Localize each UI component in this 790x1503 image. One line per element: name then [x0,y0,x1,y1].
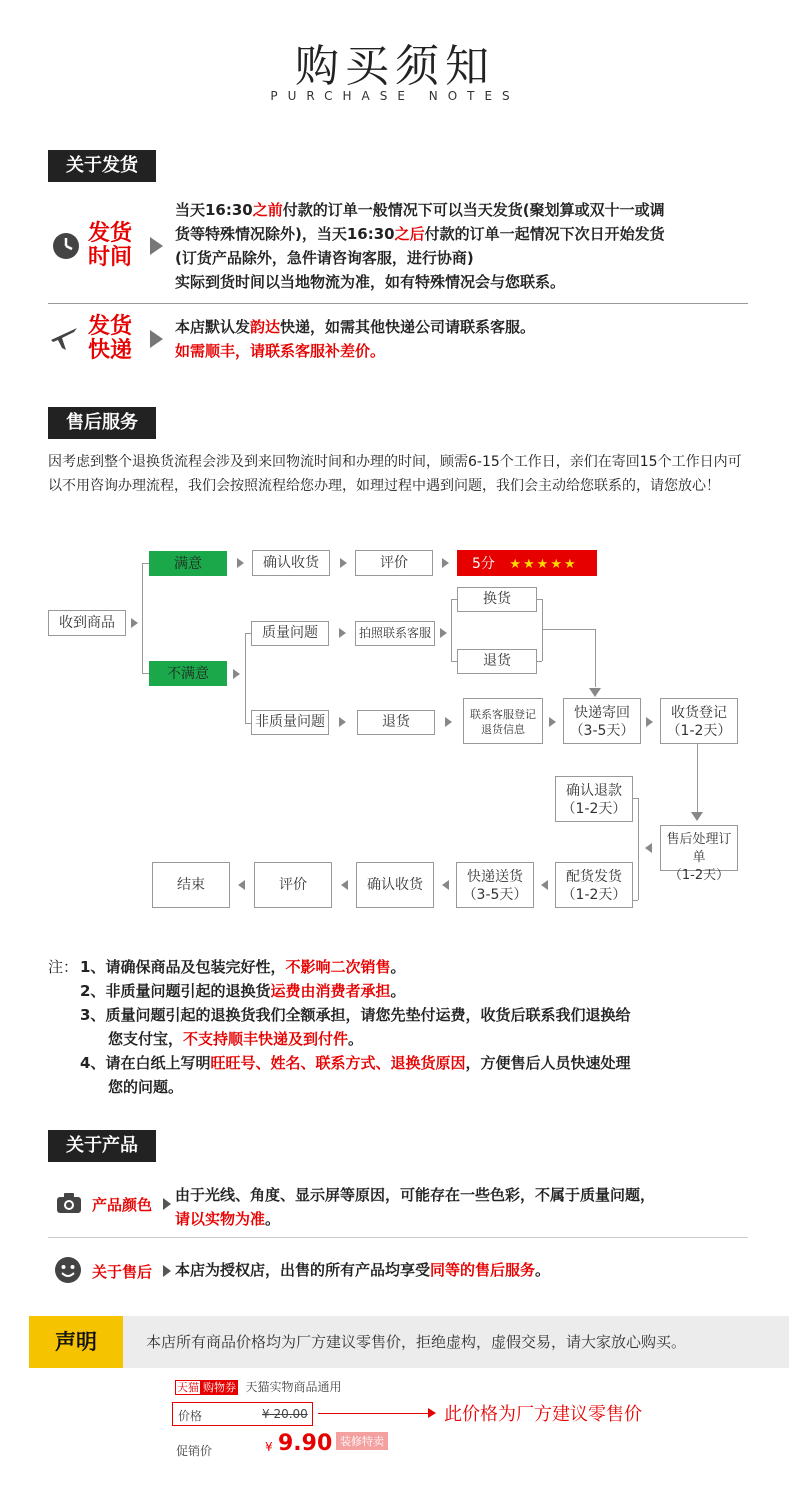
flow-deliver: 快递送货 （3-5天） [456,862,534,908]
flow-photo: 拍照联系客服 [355,621,435,646]
promo-tag: 装修特卖 [336,1432,388,1450]
flow-arrow-down [589,688,601,697]
product-color-text: 由于光线、角度、显示屏等原因，可能存在一些色彩，不属于质量问题， 请以实物为准。 [175,1186,656,1228]
flow-line [245,633,246,723]
aftersale-intro: 因考虑到整个退换货流程会涉及到来回物流时间和办理的时间，顾需6-15个工作日，亲们在寄回15个工作日内可以不用咨询办理流程，我们会按照流程给您办理，如理过程中遇到问题，我们会主动给您联系的，请您放心！ [48,454,742,494]
flow-arrow [442,558,449,568]
flow-return: 退货 [357,710,435,735]
notes-block [48,955,758,1099]
after-service-label: 关于售后 [92,1263,153,1281]
flow-satisfied: 满意 [149,551,227,576]
flow-arrow [549,717,556,727]
shipping-express-label: 发货快递 [88,314,133,363]
flow-confirm1: 确认收货 [252,550,330,576]
flow-confirm2: 确认收货 [356,862,434,908]
section-heading-product: 关于产品 [48,1130,156,1162]
flow-score [457,550,597,576]
flow-arrow-left [238,880,245,890]
star-rating-icon: ★★★★★ [509,557,578,572]
flow-review1: 评价 [355,550,433,576]
flow-arrow [233,669,240,679]
flow-line [638,798,639,900]
flow-quality: 质量问题 [251,621,329,646]
camera-icon [56,1192,82,1218]
play-arrow-icon [163,1265,171,1277]
flow-arrow [445,717,452,727]
airplane-icon [48,322,80,358]
flow-end: 结束 [152,862,230,908]
play-arrow-icon [150,237,163,255]
original-price: ¥ 20.00 [262,1407,308,1421]
section-heading-aftersale: 售后服务 [48,407,156,439]
flow-dispatch: 配货发货 （1-2天） [555,862,633,908]
flow-non-quality: 非质量问题 [251,710,329,735]
flow-arrow-down [691,812,703,821]
flow-handle: 售后处理订单 （1-2天） [660,825,738,871]
flow-receive: 收到商品 [48,610,126,636]
promo-price-label: 促销价 [176,1444,213,1458]
flow-arrow [339,717,346,727]
flow-arrow [339,628,346,638]
flow-review2: 评价 [254,862,332,908]
price-annotation: 此价格为厂方建议零售价 [444,1404,642,1425]
tmall-badge: 天猫 购物券 天猫实物商品通用 [177,1380,342,1394]
flow-line [142,673,149,674]
play-arrow-icon [163,1198,171,1210]
play-arrow-icon [150,330,163,348]
flow-arrow [440,628,447,638]
shipping-time-text: 当天16:30之前付款的订单一般情况下可以当天发货(聚划算或双十一或调 货等特殊情况除外)，当天16:30之后付款的订单一起情况下次日开始发货 (订货产品除外，急件请咨询客服，进行协商) 实际到货时间以当地物流为准，如有特殊情况会与您联系。 [175,201,665,291]
flow-refund-goods: 退货 [457,649,537,674]
flow-line [595,629,596,687]
page-subtitle: PURCHASE NOTES [270,89,520,103]
aftersale-flowchart [0,540,790,920]
note-item: 2、非质量问题引起的退换货运费由消费者承担。 [80,982,406,1000]
flow-line [542,629,595,630]
flow-arrow [237,558,244,568]
flow-ship-back: 快递寄回 （3-5天） [563,698,641,744]
flow-exchange: 换货 [457,587,537,612]
page-title: 购买须知 [295,41,495,92]
flow-arrow-left [341,880,348,890]
shipping-time-label: 发货时间 [88,221,133,270]
price-label: 价格 [178,1409,203,1423]
flow-line [142,563,143,673]
pointer-arrow-line [318,1413,428,1414]
flow-line [697,744,698,812]
promo-price: 9.90 [278,1431,333,1456]
divider [48,1237,748,1238]
flow-unsatisfied: 不满意 [149,661,227,686]
note-item: 3、质量问题引起的退换货我们全额承担，请您先垫付运费，收货后联系我们退换给 您支付宝，不支持顺丰快递及到付件。 [80,1006,631,1048]
after-service-text: 本店为授权店，出售的所有产品均享受同等的售后服务。 [175,1261,551,1279]
flow-score-value: 5分 [472,556,495,572]
section-heading-shipping: 关于发货 [48,150,156,182]
smiley-icon [54,1256,82,1288]
flow-arrow [646,717,653,727]
flow-confirm-refund: 确认退款 （1-2天） [555,776,633,822]
clock-icon [52,232,80,264]
note-item: 4、请在白纸上写明旺旺号、姓名、联系方式、退换货原因，方便售后人员快速处理 您的问题。 [80,1054,631,1096]
promo-currency: ¥ [265,1440,273,1454]
flow-line [537,599,542,600]
flow-line [537,661,542,662]
arrow-right-icon [428,1408,436,1418]
flow-arrow-left [541,880,548,890]
flow-arrow-left [442,880,449,890]
statement-text: 本店所有商品价格均为厂方建议零售价，拒绝虚构，虚假交易，请大家放心购买。 [146,1333,687,1351]
flow-arrow [131,618,138,628]
divider [48,303,748,304]
notes-prefix: 注： [48,958,79,976]
flow-register: 收货登记 （1-2天） [660,698,738,744]
flow-line [451,599,452,661]
flow-arrow [340,558,347,568]
flow-line [142,563,149,564]
shipping-express-text: 本店默认发韵达快递，如需其他快递公司请联系客服。 如需顺丰，请联系客服补差价。 [175,318,536,360]
statement-label: 声明 [29,1316,123,1368]
flow-contact: 联系客服登记 退货信息 [463,698,543,744]
product-color-label: 产品颜色 [92,1196,153,1214]
note-item: 1、请确保商品及包装完好性，不影响二次销售。 [80,958,406,976]
flow-line [542,599,543,661]
flow-arrow-left [645,843,652,853]
